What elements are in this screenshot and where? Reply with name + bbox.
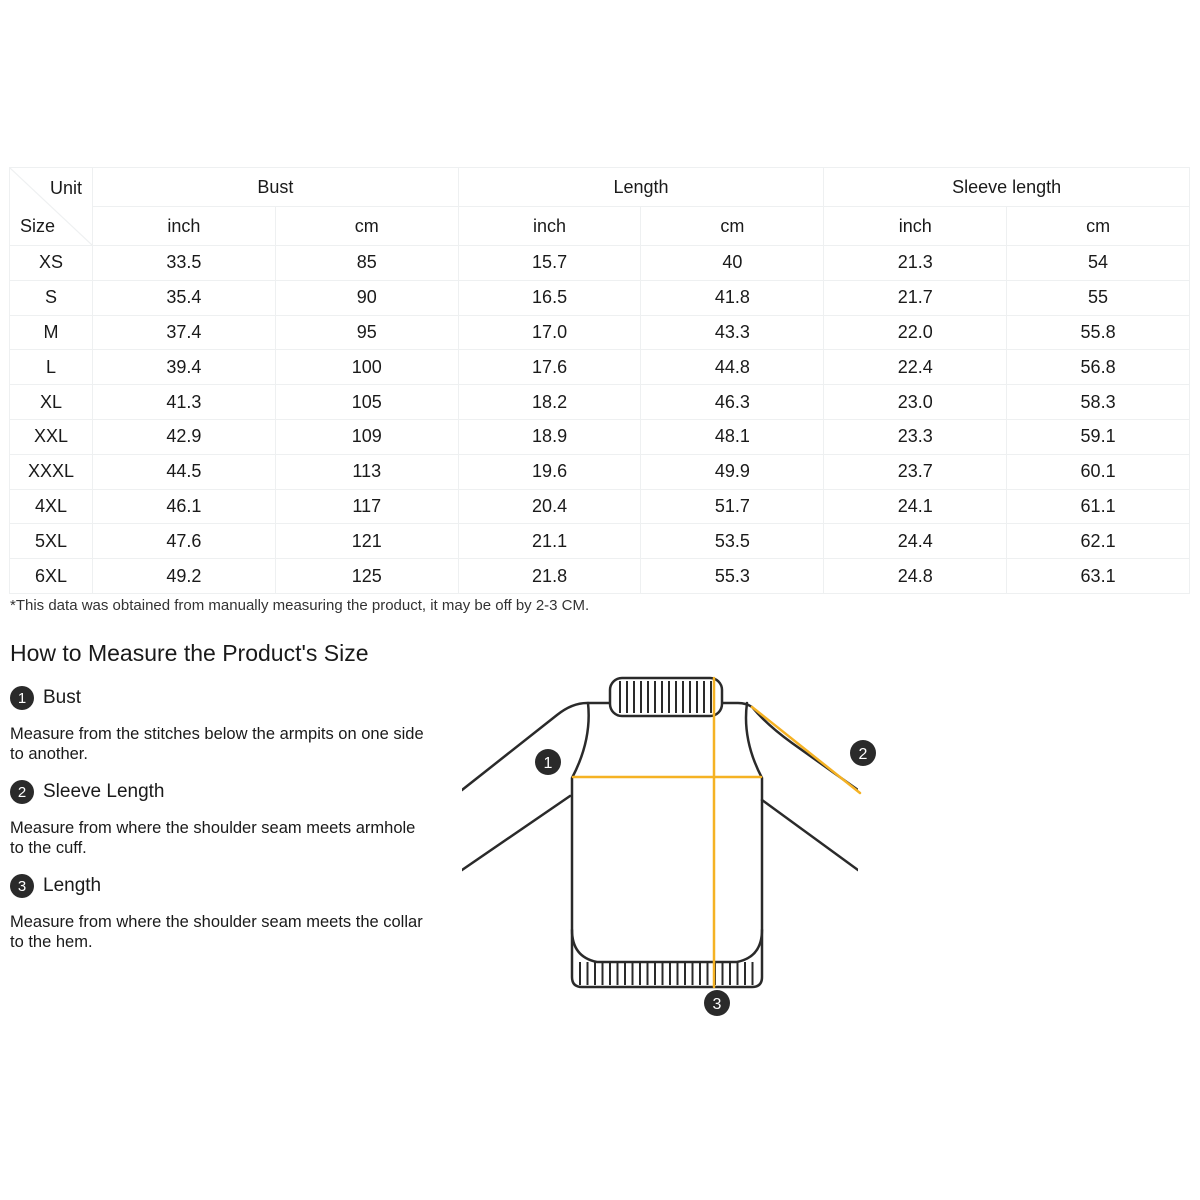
value-cell: 22.4 <box>824 350 1007 385</box>
value-cell: 46.1 <box>93 489 276 524</box>
value-cell: 49.2 <box>93 559 276 594</box>
value-cell: 23.0 <box>824 385 1007 420</box>
value-cell: 24.1 <box>824 489 1007 524</box>
value-cell: 23.3 <box>824 419 1007 454</box>
right-sleeve-inner <box>762 800 858 870</box>
unit-header: cm <box>275 207 458 246</box>
value-cell: 121 <box>275 524 458 559</box>
size-cell: S <box>10 280 93 315</box>
value-cell: 41.3 <box>93 385 276 420</box>
value-cell: 15.7 <box>458 246 641 281</box>
step-description: Measure from the stitches below the armpits on one side to another. <box>10 725 424 763</box>
value-cell: 125 <box>275 559 458 594</box>
value-cell: 44.5 <box>93 454 276 489</box>
value-cell: 37.4 <box>93 315 276 350</box>
value-cell: 95 <box>275 315 458 350</box>
value-cell: 33.5 <box>93 246 276 281</box>
value-cell: 21.3 <box>824 246 1007 281</box>
step-number-badge: 2 <box>10 780 34 804</box>
left-sleeve-inner <box>462 796 570 870</box>
step-bust <box>10 686 430 764</box>
sleeve-measure-line <box>752 707 860 793</box>
value-cell: 62.1 <box>1007 524 1190 559</box>
value-cell: 24.8 <box>824 559 1007 594</box>
table-row <box>10 385 1190 420</box>
size-chart-table <box>9 167 1190 594</box>
unit-header-row <box>10 207 1190 246</box>
value-cell: 53.5 <box>641 524 824 559</box>
size-cell: 5XL <box>10 524 93 559</box>
value-cell: 21.1 <box>458 524 641 559</box>
hem-band <box>572 930 762 987</box>
value-cell: 109 <box>275 419 458 454</box>
value-cell: 55 <box>1007 280 1190 315</box>
table-row <box>10 246 1190 281</box>
value-cell: 17.6 <box>458 350 641 385</box>
diagram-label: 3 <box>712 996 722 1013</box>
value-cell: 59.1 <box>1007 419 1190 454</box>
value-cell: 46.3 <box>641 385 824 420</box>
size-cell: XXL <box>10 419 93 454</box>
value-cell: 100 <box>275 350 458 385</box>
table-row <box>10 559 1190 594</box>
diagram-badge-2 <box>850 740 876 766</box>
unit-header: cm <box>1007 207 1190 246</box>
group-header-length: Length <box>458 168 824 207</box>
group-header-sleeve-length: Sleeve length <box>824 168 1190 207</box>
size-cell: M <box>10 315 93 350</box>
size-cell: 4XL <box>10 489 93 524</box>
value-cell: 49.9 <box>641 454 824 489</box>
value-cell: 42.9 <box>93 419 276 454</box>
table-row <box>10 524 1190 559</box>
value-cell: 35.4 <box>93 280 276 315</box>
value-cell: 18.9 <box>458 419 641 454</box>
step-title: Bust <box>43 687 82 708</box>
value-cell: 113 <box>275 454 458 489</box>
step-description: Measure from where the shoulder seam meets the collar to the hem. <box>10 913 423 951</box>
diagram-label: 1 <box>543 755 553 772</box>
size-cell: XS <box>10 246 93 281</box>
value-cell: 19.6 <box>458 454 641 489</box>
value-cell: 40 <box>641 246 824 281</box>
table-row <box>10 454 1190 489</box>
group-header-bust: Bust <box>93 168 459 207</box>
diagram-label: 2 <box>858 746 868 763</box>
step-sleeve-length <box>10 780 430 858</box>
table-row <box>10 280 1190 315</box>
step-description: Measure from where the shoulder seam meets armhole to the cuff. <box>10 819 416 857</box>
step-title: Length <box>43 875 102 896</box>
measurement-note: *This data was obtained from manually measuring the product, it may be off by 2-3 CM. <box>10 597 590 614</box>
table-row <box>10 350 1190 385</box>
value-cell: 20.4 <box>458 489 641 524</box>
value-cell: 117 <box>275 489 458 524</box>
unit-header: cm <box>641 207 824 246</box>
unit-header: inch <box>824 207 1007 246</box>
unit-header: inch <box>458 207 641 246</box>
value-cell: 23.7 <box>824 454 1007 489</box>
value-cell: 18.2 <box>458 385 641 420</box>
unit-header: inch <box>93 207 276 246</box>
size-cell: XXXL <box>10 454 93 489</box>
value-cell: 61.1 <box>1007 489 1190 524</box>
value-cell: 85 <box>275 246 458 281</box>
value-cell: 48.1 <box>641 419 824 454</box>
step-title: Sleeve Length <box>43 781 165 802</box>
value-cell: 16.5 <box>458 280 641 315</box>
group-header-row <box>10 168 1190 207</box>
value-cell: 21.8 <box>458 559 641 594</box>
value-cell: 58.3 <box>1007 385 1190 420</box>
value-cell: 63.1 <box>1007 559 1190 594</box>
size-cell: XL <box>10 385 93 420</box>
value-cell: 90 <box>275 280 458 315</box>
unit-label: Unit <box>49 178 82 198</box>
step-number-badge: 1 <box>10 686 34 710</box>
value-cell: 39.4 <box>93 350 276 385</box>
value-cell: 55.3 <box>641 559 824 594</box>
size-cell: 6XL <box>10 559 93 594</box>
value-cell: 105 <box>275 385 458 420</box>
table-row <box>10 489 1190 524</box>
value-cell: 54 <box>1007 246 1190 281</box>
value-cell: 21.7 <box>824 280 1007 315</box>
value-cell: 22.0 <box>824 315 1007 350</box>
value-cell: 44.8 <box>641 350 824 385</box>
size-label: Size <box>20 216 56 236</box>
diagram-badge-3 <box>704 990 730 1016</box>
value-cell: 55.8 <box>1007 315 1190 350</box>
value-cell: 56.8 <box>1007 350 1190 385</box>
corner-header <box>10 168 93 246</box>
table-row <box>10 419 1190 454</box>
value-cell: 43.3 <box>641 315 824 350</box>
howto-title: How to Measure the Product's Size <box>10 640 369 666</box>
step-length <box>10 874 430 952</box>
step-number-badge: 3 <box>10 874 34 898</box>
size-cell: L <box>10 350 93 385</box>
value-cell: 60.1 <box>1007 454 1190 489</box>
value-cell: 41.8 <box>641 280 824 315</box>
value-cell: 51.7 <box>641 489 824 524</box>
value-cell: 47.6 <box>93 524 276 559</box>
table-row <box>10 315 1190 350</box>
sweater-diagram <box>462 665 868 1020</box>
body-outline <box>572 703 762 962</box>
value-cell: 17.0 <box>458 315 641 350</box>
diagram-badge-1 <box>535 749 561 775</box>
value-cell: 24.4 <box>824 524 1007 559</box>
